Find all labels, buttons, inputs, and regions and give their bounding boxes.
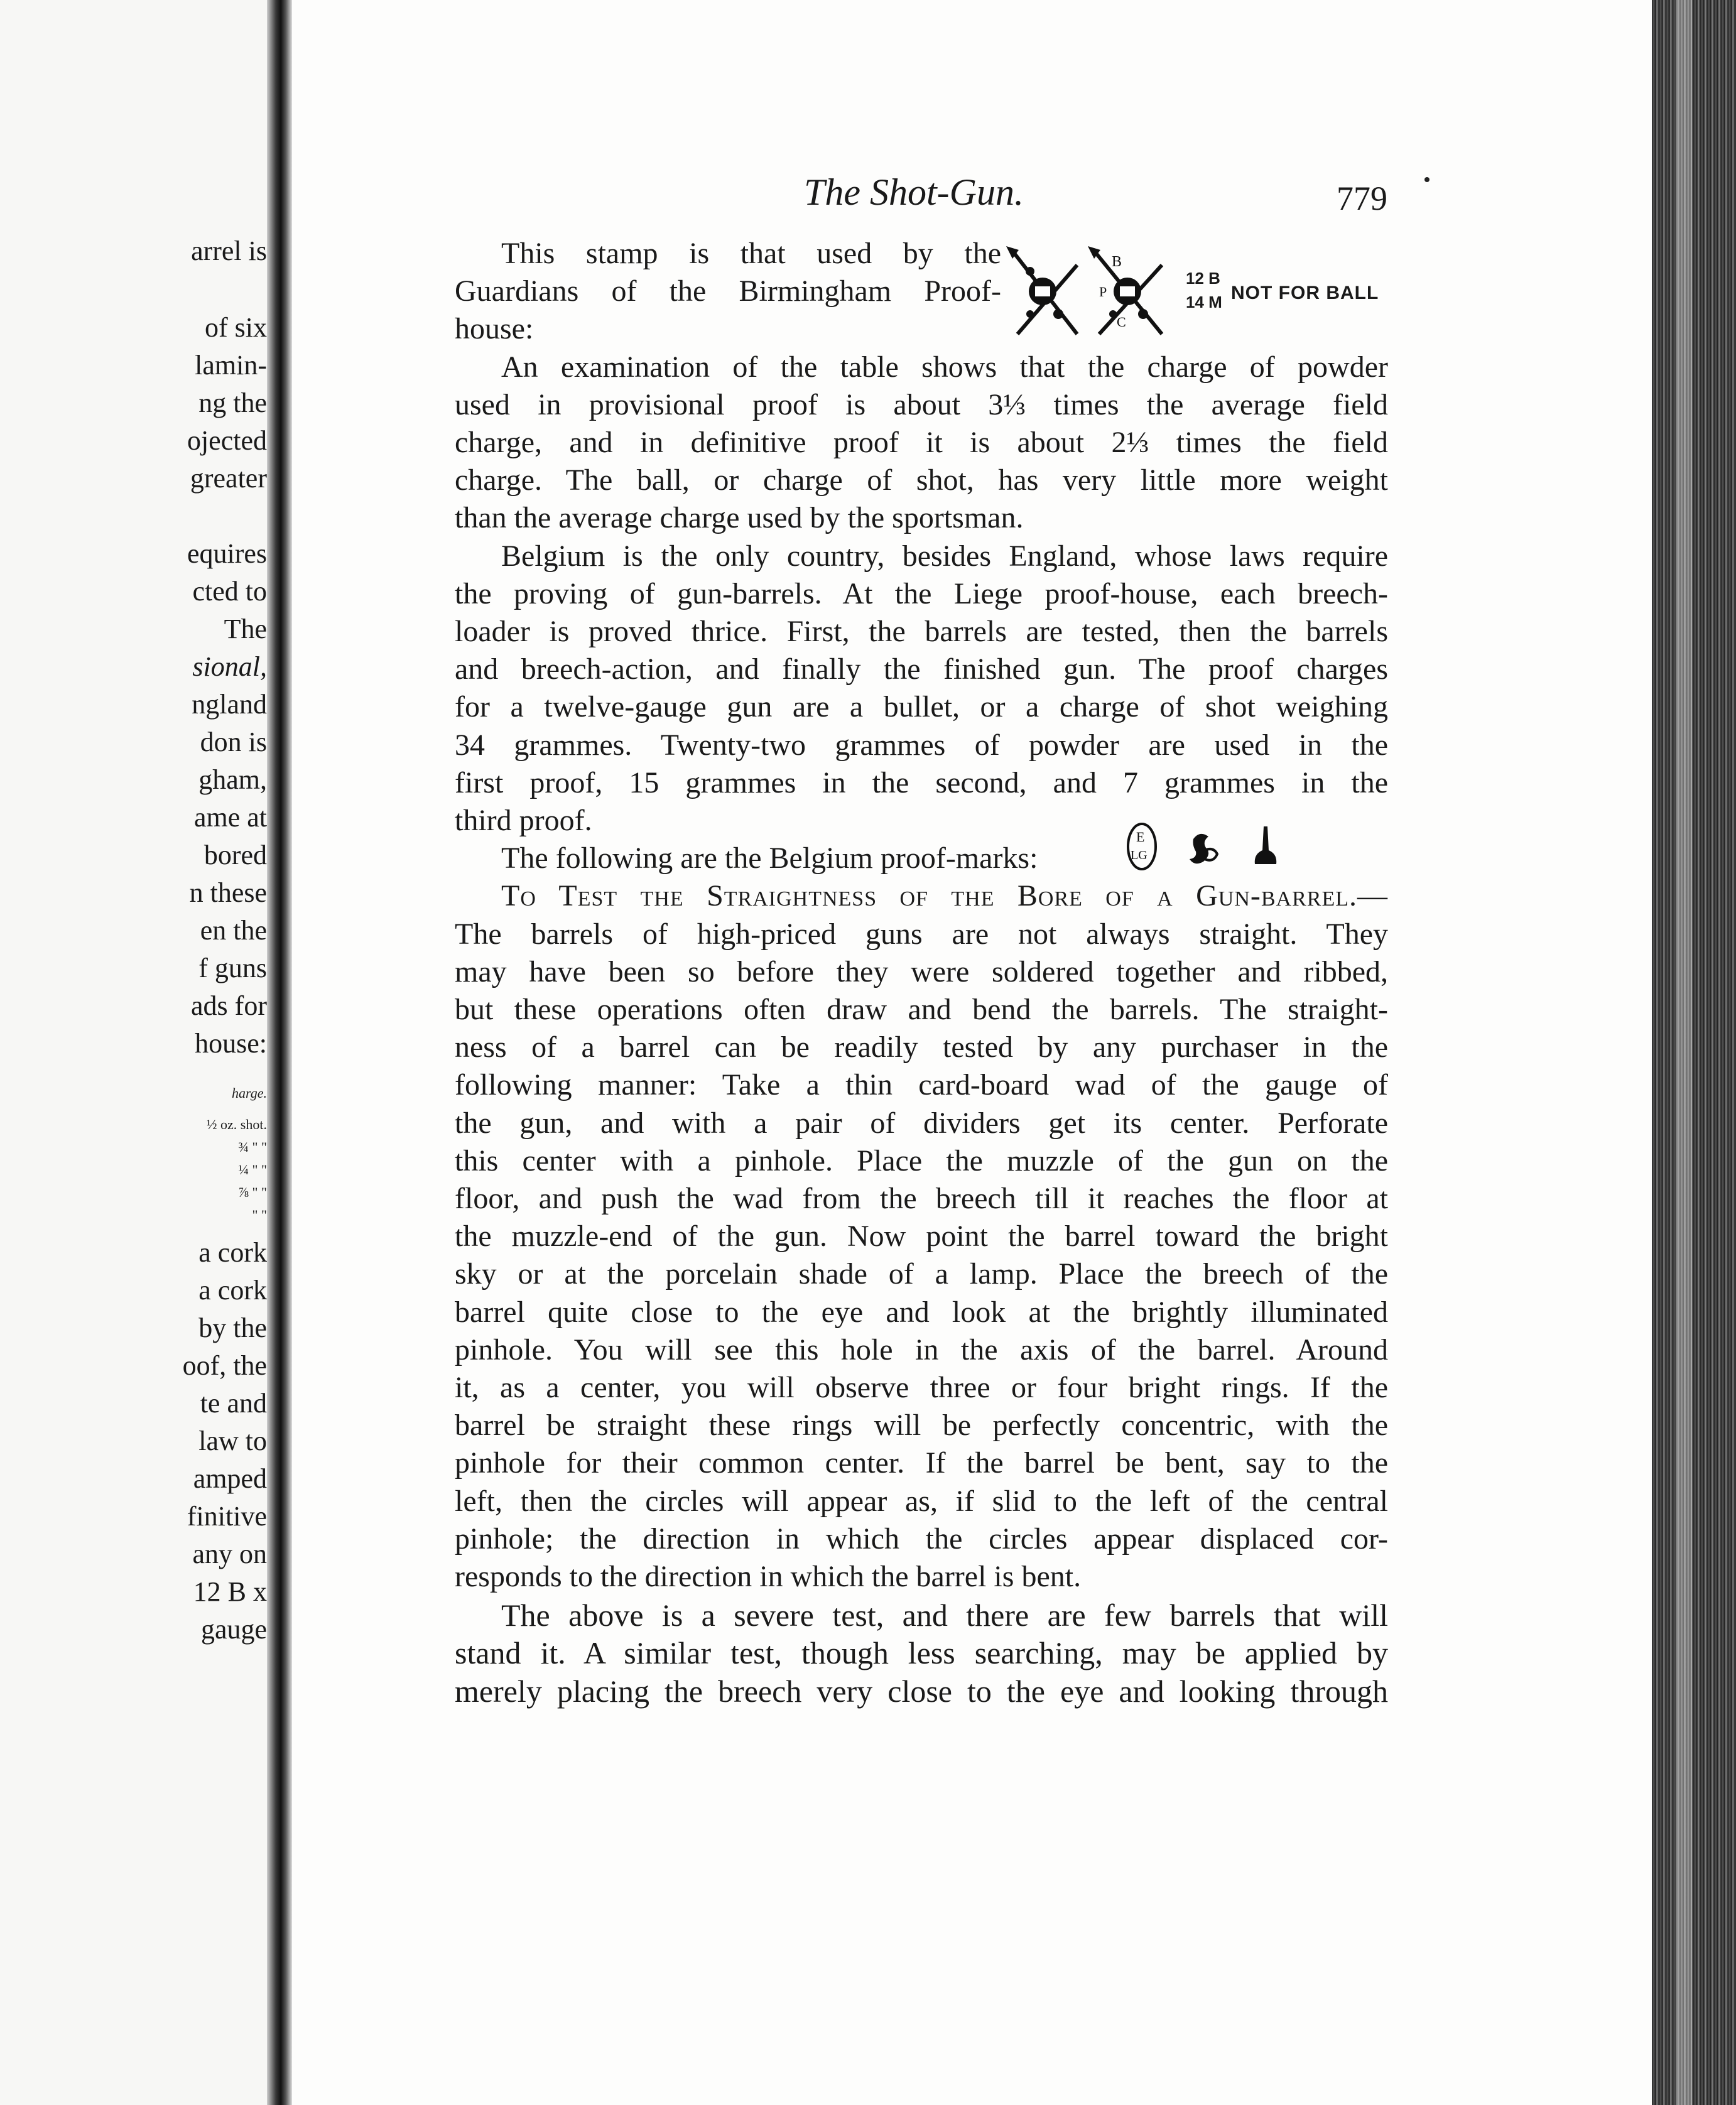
paragraph-5-line: ness of a barrel can be readily tested by any purchaser in the: [455, 1031, 1388, 1064]
paragraph-5-line: left, then the circles will appear as, if slid to the left of the central: [455, 1484, 1388, 1518]
facing-page-line: ame at: [193, 802, 267, 833]
paragraph-1-line: house:: [455, 312, 534, 346]
paragraph-5-line: floor, and push the wad from the breech till it reaches the floor at: [455, 1182, 1388, 1215]
page-block-edge-highlight: [1676, 0, 1692, 2105]
paragraph-6-line: The above is a severe test, and there are few barrels that will: [501, 1598, 1388, 1633]
paragraph-2-line: charge. The ball, or charge of shot, has very little more weight: [455, 463, 1388, 497]
stamp-label: NOT FOR BALL: [1231, 283, 1379, 303]
facing-page-line: ng the: [198, 387, 267, 418]
paragraph-3-line: third proof.: [455, 804, 592, 837]
svg-text:B: B: [1112, 254, 1122, 270]
paragraph-3-line: the proving of gun-barrels. At the Liege proof-house, each breech-: [455, 576, 1388, 610]
facing-page-line: ojected: [187, 425, 267, 456]
facing-page-line: lamin-: [195, 350, 267, 381]
stamp-gauge-bottom: 14 M: [1186, 293, 1222, 311]
paragraph-3-line: loader is proved thrice. First, the barrels are tested, then the barrels: [455, 615, 1388, 648]
svg-text:P: P: [1099, 284, 1107, 300]
facing-page-line: bored: [203, 840, 267, 870]
paragraph-2-line: than the average charge used by the sportsman.: [455, 501, 1024, 535]
paragraph-3-line: first proof, 15 grammes in the second, and 7 grammes in the: [455, 766, 1388, 799]
facing-page-line: house:: [195, 1028, 267, 1059]
page-number: 779: [1337, 180, 1387, 217]
facing-page-line: en the: [200, 915, 267, 946]
paragraph-3-line: for a twelve-gauge gun are a bullet, or a charge of shot weighing: [455, 690, 1388, 724]
book-gutter: [267, 0, 292, 2105]
paragraph-5-line: the muzzle-end of the gun. Now point the barrel toward the bright: [455, 1220, 1388, 1253]
paragraph-5-line: sky or at the porcelain shade of a lamp. Place the breech of the: [455, 1257, 1388, 1291]
facing-page-line: don is: [200, 727, 267, 757]
facing-page-line: f guns: [198, 953, 267, 983]
facing-page-line: " ": [252, 1207, 267, 1223]
paragraph-5-line: The barrels of high-priced guns are not always straight. They: [455, 917, 1388, 951]
facing-page-line: a cork: [198, 1237, 267, 1268]
facing-page-line: amped: [193, 1463, 267, 1494]
paragraph-2-line: An examination of the table shows that the charge of powder: [501, 350, 1388, 384]
paragraph-5-line: barrel quite close to the eye and look at the brightly illuminated: [455, 1295, 1388, 1329]
paragraph-3-line: Belgium is the only country, besides England, whose laws require: [501, 539, 1388, 573]
facing-page-line: gham,: [198, 764, 267, 795]
facing-page-line: te and: [200, 1388, 267, 1419]
belgian-mark-oval-top: E: [1136, 829, 1145, 845]
facing-page-line: law to: [198, 1426, 267, 1456]
facing-page-line: The: [224, 614, 267, 644]
facing-page-line: sional,: [192, 651, 267, 682]
paragraph-6-line: stand it. A similar test, though less searching, may be applied by: [455, 1635, 1388, 1671]
paragraph-3-line: and breech-action, and finally the finished gun. The proof charges: [455, 652, 1388, 686]
belgian-proof-marks: [1118, 820, 1300, 877]
facing-page-line: ½ oz. shot.: [207, 1117, 267, 1132]
facing-page-line: greater: [190, 463, 267, 494]
stamp-gauge-top: 12 B: [1186, 269, 1220, 288]
facing-page-line: 12 B x: [193, 1576, 267, 1607]
paragraph-5-line: the gun, and with a pair of dividers get its center. Perforate: [455, 1106, 1388, 1140]
facing-page-line: of six: [205, 312, 267, 343]
paragraph-1-line: Guardians of the Birmingham Proof-: [455, 274, 1001, 308]
paragraph-5-line: pinhole for their common center. If the barrel be bent, say to the: [455, 1446, 1388, 1480]
facing-page-line: ads for: [191, 990, 267, 1021]
facing-page-line: equires: [187, 538, 267, 569]
paragraph-2-line: used in provisional proof is about 3⅓ times the average field: [455, 387, 1388, 421]
section-heading: To Test the Straightness of the Bore of a Gun-barrel.—: [501, 879, 1388, 913]
paragraph-5-line: but these operations often draw and bend the barrels. The straight-: [455, 993, 1388, 1026]
birmingham-proof-stamp: [1005, 246, 1388, 340]
facing-page-line: gauge: [200, 1614, 267, 1645]
page-block-edge: [1652, 0, 1736, 2105]
facing-page-left: [0, 0, 267, 2105]
facing-page-line: harge.: [231, 1085, 267, 1101]
paragraph-5-line: barrel be straight these rings will be perfectly concentric, with the: [455, 1409, 1388, 1442]
birmingham-proof-stamp-icon: [1005, 246, 1187, 340]
facing-page-line: by the: [198, 1312, 267, 1343]
ink-dot: [1424, 177, 1429, 182]
facing-page-line: finitive: [187, 1501, 267, 1532]
running-title: The Shot-Gun.: [804, 171, 1024, 213]
facing-page-line: cted to: [192, 576, 267, 607]
facing-page-line: n these: [189, 877, 267, 908]
paragraph-5-line: pinhole; the direction in which the circles appear displaced cor-: [455, 1522, 1388, 1556]
paragraph-5-line: pinhole. You will see this hole in the axis of the barrel. Around: [455, 1333, 1388, 1366]
facing-page-line: ⅞ " ": [238, 1184, 267, 1200]
paragraph-5-line: may have been so before they were soldered together and ribbed,: [455, 955, 1388, 988]
paragraph-6-line: merely placing the breech very close to the eye and looking through: [455, 1673, 1388, 1709]
paragraph-5-line: following manner: Take a thin card-board wad of the gauge of: [455, 1068, 1388, 1102]
paragraph-5-line: this center with a pinhole. Place the muzzle of the gun on the: [455, 1144, 1388, 1177]
paragraph-5-line: it, as a center, you will observe three or four bright rings. If the: [455, 1371, 1388, 1404]
belgian-mark-oval-bottom: LG: [1131, 848, 1147, 862]
belgian-proof-mark-icon: [1118, 820, 1300, 877]
paragraph-4-line: The following are the Belgium proof-marks:: [501, 841, 1038, 875]
facing-page-line: oof, the: [182, 1350, 267, 1381]
paragraph-5-line: responds to the direction in which the barrel is bent.: [455, 1560, 1082, 1593]
facing-page-line: any on: [192, 1539, 267, 1569]
facing-page-line: ngland: [192, 689, 267, 720]
paragraph-3-line: 34 grammes. Twenty-two grammes of powder are used in the: [455, 728, 1388, 762]
paragraph-2-line: charge, and in definitive proof it is about 2⅓ times the field: [455, 426, 1388, 459]
facing-page-line: a cork: [198, 1275, 267, 1306]
svg-text:C: C: [1117, 314, 1126, 330]
facing-page-line: ¼ " ": [238, 1162, 267, 1177]
facing-page-line: arrel is: [191, 235, 267, 266]
paragraph-1-line: This stamp is that used by the: [501, 237, 1001, 270]
facing-page-line: ¾ " ": [238, 1139, 267, 1155]
